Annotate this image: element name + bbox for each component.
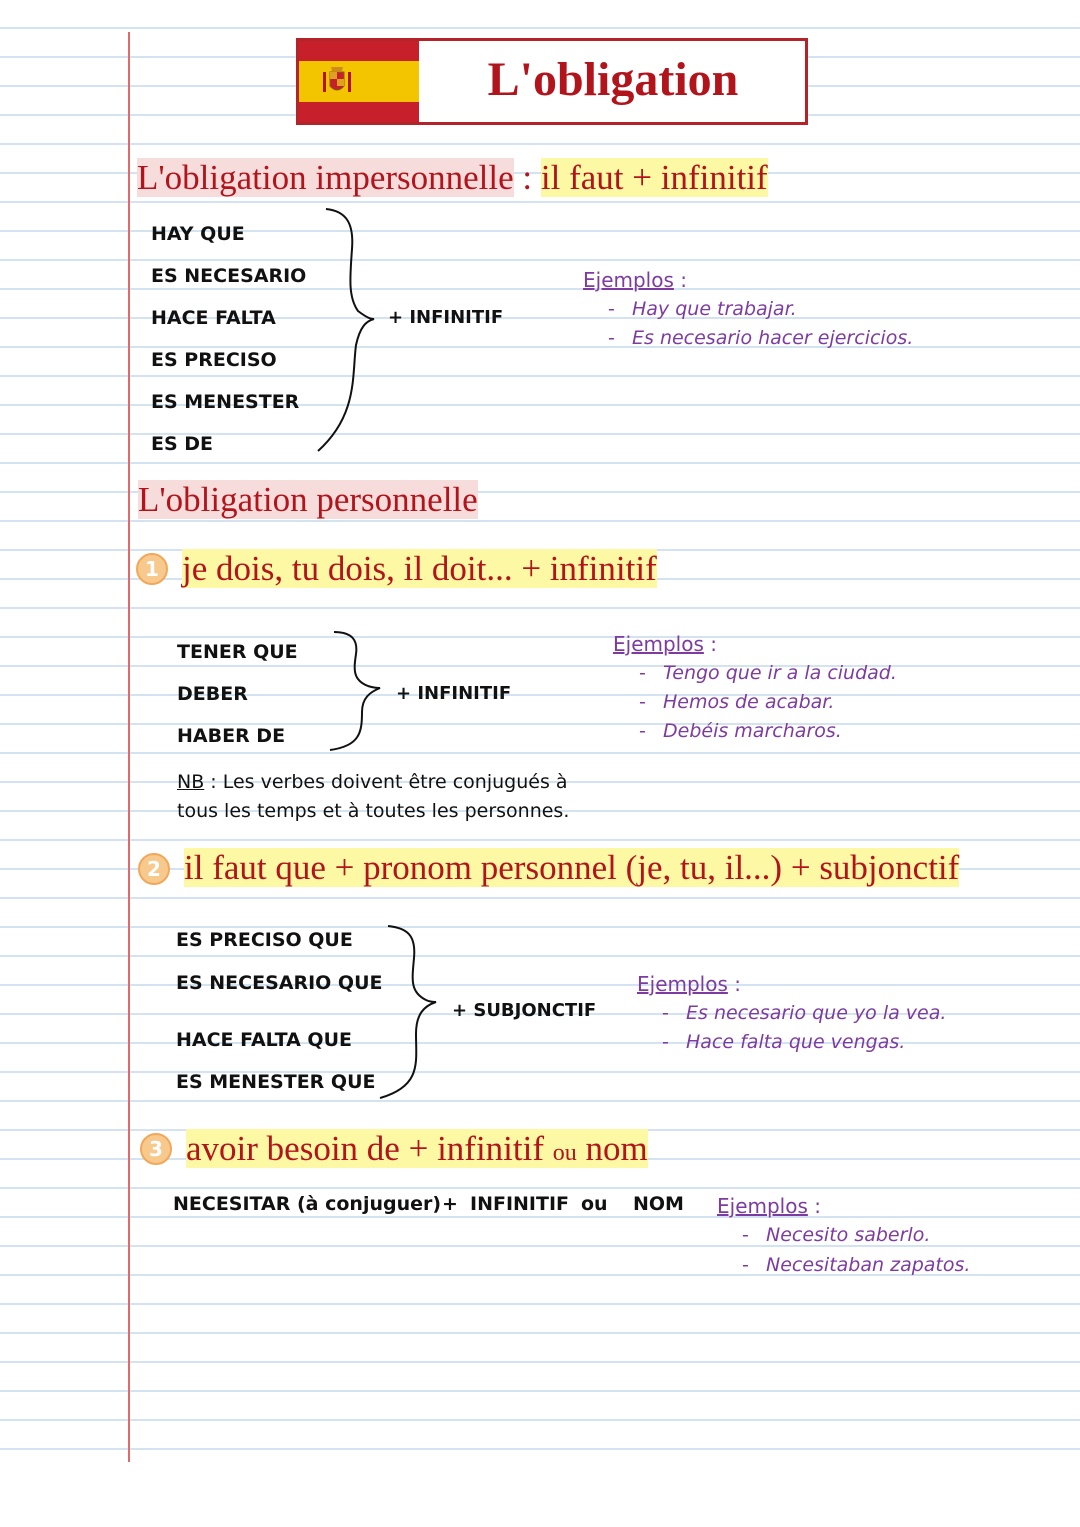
nb-line1: : Les verbes doivent être conjugués à — [204, 771, 568, 793]
sub1-result: + INFINITIF — [396, 683, 512, 704]
sub3-nom: NOM — [633, 1193, 684, 1215]
section1-heading-main: L'obligation impersonnelle — [137, 158, 514, 197]
spain-flag-icon — [299, 41, 419, 122]
term-haber-de: HABER DE — [177, 725, 286, 747]
curly-brace-icon — [310, 205, 380, 455]
examples-word: Ejemplos — [583, 268, 674, 292]
example-text: Necesitaban zapatos. — [766, 1254, 971, 1276]
sub3-examples-label — [717, 1193, 821, 1219]
example-item: - Necesito saberlo. — [742, 1224, 931, 1246]
examples-word: Ejemplos — [717, 1194, 808, 1218]
section1-result: + INFINITIF — [388, 307, 504, 328]
term-es-preciso-que: ES PRECISO QUE — [176, 929, 353, 951]
term-es-necesario: ES NECESARIO — [151, 265, 307, 287]
number-3-badge: 3 — [140, 1133, 172, 1165]
term-es-de: ES DE — [151, 433, 214, 455]
sub1-heading-text: je dois, tu dois, il doit... + infinitif — [182, 549, 657, 588]
term-es-menester: ES MENESTER — [151, 391, 300, 413]
sub1-examples-label — [613, 631, 717, 657]
example-text: Es necesario que yo la vea. — [686, 1002, 947, 1024]
example-item: - Necesitaban zapatos. — [742, 1254, 971, 1276]
term-deber: DEBER — [177, 683, 248, 705]
term-es-preciso: ES PRECISO — [151, 349, 277, 371]
coat-of-arms-icon — [321, 66, 353, 96]
example-text: Hemos de acabar. — [663, 691, 835, 713]
sub3-heading-ou: ou — [552, 1140, 577, 1166]
sub3-heading — [186, 1129, 648, 1173]
sub1-heading — [182, 549, 657, 589]
sub3-heading-part1: avoir besoin de + infinitif — [186, 1129, 553, 1168]
example-item: - Hemos de acabar. — [639, 691, 835, 713]
sub3-plus: + — [442, 1193, 458, 1215]
nb-label: NB — [177, 771, 205, 793]
examples-word: Ejemplos — [637, 972, 728, 996]
term-es-necesario-que: ES NECESARIO QUE — [176, 972, 383, 994]
term-hace-falta: HACE FALTA — [151, 307, 276, 329]
example-text: Es necesario hacer ejercicios. — [632, 327, 914, 349]
example-text: Debéis marcharos. — [663, 720, 842, 742]
example-item: - Hay que trabajar. — [608, 298, 797, 320]
example-item: - Es necesario que yo la vea. — [662, 1002, 947, 1024]
page-bottom-blank — [0, 1462, 1080, 1527]
sub2-heading-text: il faut que + pronom personnel (je, tu, il...) + subjonctif — [184, 848, 960, 887]
examples-colon: : — [727, 972, 741, 996]
curly-brace-icon — [330, 628, 390, 758]
section2-heading — [138, 480, 478, 520]
example-item: - Tengo que ir a la ciudad. — [639, 662, 897, 684]
section1-heading — [137, 158, 768, 198]
section1-examples-label — [583, 267, 687, 293]
sub2-examples-label — [637, 971, 741, 997]
number-2-badge: 2 — [138, 853, 170, 885]
example-text: Hace falta que vengas. — [686, 1031, 906, 1053]
section1-heading-sep: : — [513, 158, 541, 197]
curly-brace-icon — [378, 922, 448, 1107]
sub2-result: + SUBJONCTIF — [452, 1000, 597, 1021]
example-text: Hay que trabajar. — [632, 298, 797, 320]
examples-colon: : — [703, 632, 717, 656]
examples-word: Ejemplos — [613, 632, 704, 656]
page-title: L'obligation — [487, 53, 739, 106]
nb-line2: tous les temps et à toutes les personnes. — [177, 800, 570, 822]
term-tener-que: TENER QUE — [177, 641, 298, 663]
sub2-heading — [184, 848, 959, 888]
example-text: Necesito saberlo. — [766, 1224, 931, 1246]
term-necesitar: NECESITAR (à conjuguer) — [173, 1193, 442, 1215]
section2-heading-text: L'obligation personnelle — [138, 480, 478, 519]
example-text: Tengo que ir a la ciudad. — [663, 662, 897, 684]
sub3-heading-part2: nom — [576, 1129, 648, 1168]
example-item: - Es necesario hacer ejercicios. — [608, 327, 914, 349]
examples-colon: : — [673, 268, 687, 292]
term-es-menester-que: ES MENESTER QUE — [176, 1071, 376, 1093]
margin-line — [128, 32, 130, 1462]
sub3-ou: ou — [581, 1193, 608, 1215]
example-item: - Debéis marcharos. — [639, 720, 842, 742]
examples-colon: : — [807, 1194, 821, 1218]
sub3-infinitif: INFINITIF — [470, 1193, 569, 1215]
number-1-badge: 1 — [136, 553, 168, 585]
term-hace-falta-que: HACE FALTA QUE — [176, 1029, 352, 1051]
nb-note — [177, 768, 568, 797]
title-box — [296, 38, 808, 125]
term-hay-que: HAY QUE — [151, 223, 245, 245]
example-item: - Hace falta que vengas. — [662, 1031, 906, 1053]
section1-heading-rule: il faut + infinitif — [540, 158, 768, 197]
